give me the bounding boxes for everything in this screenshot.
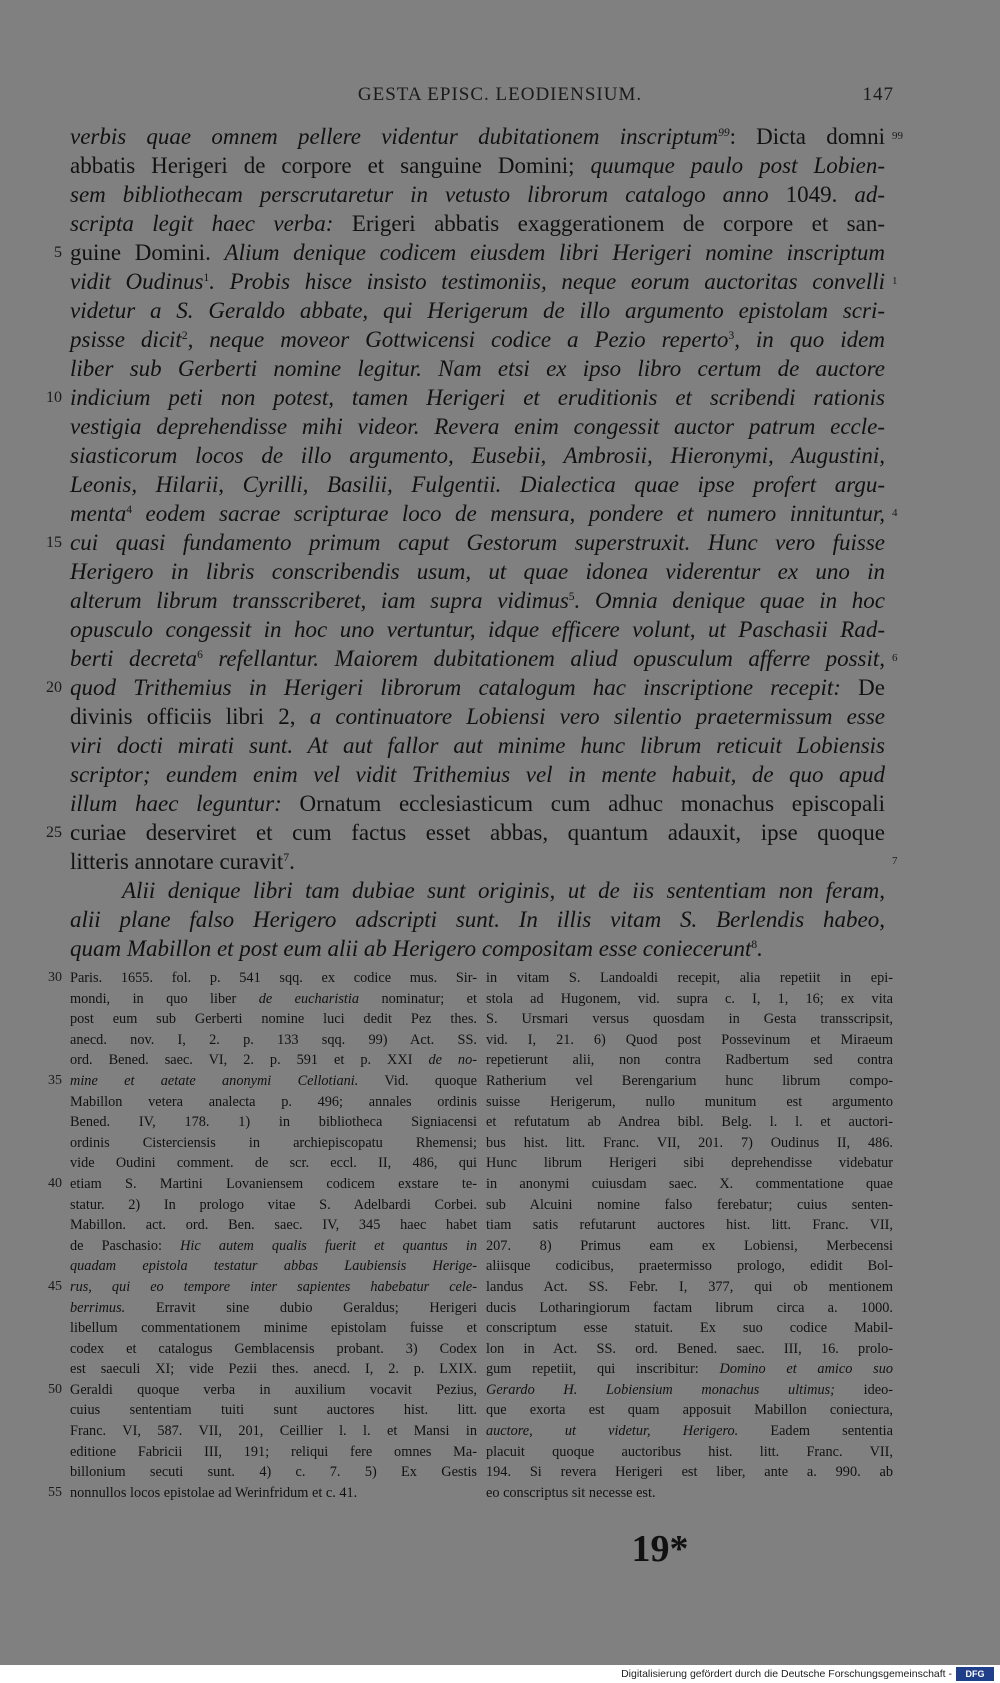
footnote-line bbox=[486, 1215, 893, 1236]
text-segment: lon in Act. SS. ord. Bened. saec. III, 16. prolo- bbox=[486, 1340, 893, 1357]
text-segment: tiam satis refutarunt auctores hist. litt. Franc. VII, bbox=[486, 1217, 893, 1234]
text-segment: de no- bbox=[428, 1052, 477, 1069]
footnotes-left-column bbox=[70, 968, 477, 1503]
text-line bbox=[70, 470, 885, 499]
footnote-reference: 3 bbox=[728, 329, 735, 342]
text-segment: Mabillon vetera analecta p. 496; annales ordinis bbox=[70, 1093, 477, 1110]
footnote-reference: 7 bbox=[283, 851, 290, 864]
footnote-reference: 99 bbox=[718, 126, 730, 139]
text-line bbox=[70, 934, 885, 963]
text-line bbox=[70, 354, 885, 383]
text-segment: anecd. nov. I, 2. p. 133 sqq. 99) Act. SS. bbox=[70, 1031, 477, 1048]
footnote-line bbox=[70, 1050, 477, 1071]
text-segment: vid. I, 21. 6) Quod post Possevinum et Miraeum bbox=[486, 1031, 893, 1048]
footnote-line bbox=[486, 1462, 893, 1483]
line-number: 20 bbox=[46, 679, 62, 696]
text-segment: 194. Si revera Herigeri est liber, ante a. 990. ab bbox=[486, 1464, 893, 1481]
footnote-reference: 1 bbox=[203, 271, 210, 284]
text-line bbox=[70, 818, 885, 847]
text-segment: repetierunt alii, non contra Radbertum sed contra bbox=[486, 1052, 893, 1069]
text-segment: cuius sententiam tuiti sunt auctores hist. litt. bbox=[70, 1402, 477, 1419]
text-segment: . bbox=[757, 936, 763, 961]
footnote-line-number: 50 bbox=[48, 1382, 62, 1397]
text-line bbox=[70, 789, 885, 818]
line-number: 5 bbox=[54, 244, 62, 261]
footnote-line bbox=[486, 1442, 893, 1463]
footnote-line bbox=[70, 1318, 477, 1339]
text-line bbox=[70, 876, 885, 905]
footnote-line bbox=[486, 1339, 893, 1360]
text-segment: 207. 8) Primus eam ex Lobiensi, Merbecensi bbox=[486, 1237, 893, 1254]
text-segment: abbatis Herigeri de corpore et sanguine Domini; bbox=[70, 153, 591, 178]
text-segment: quumque paulo post Lobien- bbox=[590, 153, 885, 178]
text-segment: eo conscriptus sit necesse est. bbox=[486, 1484, 656, 1501]
text-segment: Hunc librum Herigeri sibi deprehendisse videbatur bbox=[486, 1155, 893, 1172]
footnote-reference: 6 bbox=[197, 648, 203, 661]
page-number: 147 bbox=[862, 84, 894, 105]
footnote-line-number: 30 bbox=[48, 970, 62, 985]
footnote-line bbox=[486, 1421, 893, 1442]
footnote-line bbox=[486, 1298, 893, 1319]
text-segment: illum haec leguntur: bbox=[70, 791, 300, 816]
text-segment: ordinis Cisterciensis in archiepiscopatu Rhemensi; bbox=[70, 1134, 477, 1151]
text-segment: indicium peti non potest, tamen Herigeri et eruditionis et scribendi rationis bbox=[70, 385, 885, 410]
text-segment: Domino et amico suo bbox=[719, 1361, 893, 1378]
footnote-line bbox=[70, 968, 477, 989]
text-segment: mondi, in quo liber bbox=[70, 990, 259, 1007]
text-segment: codex et catalogus Gemblacensis probant. 3) Codex bbox=[70, 1340, 477, 1357]
text-segment: berti decreta bbox=[70, 646, 198, 671]
text-segment: Mabillon. act. ord. Ben. saec. IV, 345 haec habet bbox=[70, 1217, 477, 1234]
text-segment: liber sub Gerberti nomine legitur. Nam etsi ex ipso libro certum de auctore bbox=[70, 356, 885, 381]
footnote-line bbox=[486, 1133, 893, 1154]
footnote-line bbox=[486, 1236, 893, 1257]
footnote-line bbox=[70, 1380, 477, 1401]
text-segment: ducis Lotharingiorum factam librum circa a. 1000. bbox=[486, 1299, 893, 1316]
text-segment: 1049. bbox=[785, 182, 838, 207]
footnotes-right-column bbox=[486, 968, 893, 1503]
text-segment: Bened. IV, 178. 1) in bibliotheca Signiacensi bbox=[70, 1114, 477, 1131]
text-segment: scripta legit haec verba: bbox=[70, 211, 352, 236]
footnote-line bbox=[70, 1009, 477, 1030]
footnote-line bbox=[486, 1174, 893, 1195]
text-line bbox=[70, 267, 885, 296]
text-segment: statur. 2) In prologo vitae S. Adelbardi Corbei. bbox=[70, 1196, 477, 1213]
text-segment: videtur a S. Geraldo abbate, qui Herigerum de illo argumento epistolam scri- bbox=[70, 298, 885, 323]
footnote-line bbox=[70, 1400, 477, 1421]
footnote-line bbox=[70, 1483, 477, 1504]
text-segment: alterum librum transscriberet, iam supra vidimus bbox=[70, 588, 569, 613]
footnote-line bbox=[486, 1009, 893, 1030]
text-segment: scriptor; eundem enim vel vidit Trithemius vel in mente habuit, de quo apud bbox=[70, 762, 885, 787]
footnote-line bbox=[486, 1092, 893, 1113]
text-segment: et refutatum ab Andrea bibl. Belg. l. l. et auctori- bbox=[486, 1114, 893, 1131]
text-line bbox=[70, 702, 885, 731]
text-segment: vide Oudini comment. de scr. eccl. II, 486, qui bbox=[70, 1155, 477, 1172]
text-segment: Alii denique libri tam dubiae sunt originis, ut de iis sententiam non feram, bbox=[122, 878, 885, 903]
footnote-line bbox=[70, 1256, 477, 1277]
text-segment: Erigeri abbatis exaggerationem de corpore et san- bbox=[351, 211, 885, 236]
footnote-line bbox=[486, 1112, 893, 1133]
text-segment: rus, qui eo tempore inter sapientes habebatur cele- bbox=[70, 1278, 477, 1295]
text-segment: mine et aetate anonymi Cellotiani. bbox=[70, 1072, 359, 1089]
text-segment: Gerardo H. Lobiensium monachus ultimus; bbox=[486, 1381, 835, 1398]
footnote-line bbox=[70, 1133, 477, 1154]
footnote-line bbox=[486, 989, 893, 1010]
text-line bbox=[70, 122, 885, 151]
footnote-line bbox=[70, 1092, 477, 1113]
text-segment: Ornatum ecclesiasticum cum adhuc monachus episcopali bbox=[299, 791, 885, 816]
text-segment: in vitam S. Landoaldi recepit, alia repetiit in epi- bbox=[486, 970, 893, 986]
signature-mark: 19* bbox=[631, 1528, 689, 1570]
text-segment: alii plane falso Herigero adscripti sunt. In illis vitam S. Berlendis habeo, bbox=[70, 907, 885, 932]
footnote-line bbox=[70, 1195, 477, 1216]
dfg-credit: Digitalisierung gefördert durch die Deutsche Forschungsgemeinschaft - bbox=[621, 1668, 952, 1680]
text-segment: a continuatore Lobiensi vero silentio praetermissum esse bbox=[309, 704, 885, 729]
footnote-line bbox=[486, 1256, 893, 1277]
text-segment: quam Mabillon et post eum alii ab Herigero compositam esse coniecerunt bbox=[70, 936, 752, 961]
text-segment: landus Act. SS. Febr. I, 377, qui ob mentionem bbox=[486, 1278, 893, 1295]
text-segment: cui quasi fundamento primum caput Gestorum superstruxit. Hunc vero fuisse bbox=[70, 530, 885, 555]
text-line bbox=[70, 296, 885, 325]
text-line bbox=[70, 586, 885, 615]
text-segment: nonnullos locos epistolae ad Werinfridum et c. 41. bbox=[70, 1484, 358, 1501]
footnote-line bbox=[70, 1071, 477, 1092]
text-segment: libellum commentationem minime epistolam fuisse et bbox=[70, 1320, 477, 1337]
footnote-line bbox=[70, 1462, 477, 1483]
text-segment: quadam epistola testatur abbas Laubiensis Herige- bbox=[70, 1258, 477, 1275]
text-segment: de eucharistia bbox=[258, 990, 359, 1007]
dfg-logo[interactable]: DFG bbox=[956, 1667, 994, 1681]
text-segment: aliisque codicibus, praetermisso prologo, edidit Bol- bbox=[486, 1258, 893, 1275]
text-segment: litteris annotare curavit bbox=[70, 849, 284, 874]
text-segment: Hic autem qualis fuerit et quantus in bbox=[180, 1237, 478, 1254]
footnote-line bbox=[70, 1359, 477, 1380]
text-segment: . Omnia denique quae in hoc bbox=[574, 588, 885, 613]
text-line bbox=[70, 441, 885, 470]
footnote-line bbox=[70, 1442, 477, 1463]
footnote-line bbox=[70, 1112, 477, 1133]
text-segment: . bbox=[289, 849, 295, 874]
text-segment: , in quo idem bbox=[734, 327, 885, 352]
text-line bbox=[70, 847, 885, 876]
text-segment: sub Alcuini nomine falso ferebatur; cuius senten- bbox=[486, 1196, 893, 1213]
text-segment: . Probis hisce insisto testimoniis, neque eorum auctoritas convelli bbox=[209, 269, 885, 294]
text-segment: : Dicta domni bbox=[729, 124, 885, 149]
text-line bbox=[70, 528, 885, 557]
text-segment: berrimus. bbox=[70, 1299, 126, 1316]
footnote-line bbox=[486, 968, 893, 989]
text-segment: est saeculi XI; vide Pezii thes. anecd. I, 2. p. LXIX. bbox=[70, 1361, 477, 1378]
footnote-line bbox=[70, 1174, 477, 1195]
text-segment: Ratherium vel Berengarium hunc librum compo- bbox=[486, 1072, 893, 1089]
text-segment: suisse Herigerum, nullo munitum est argumento bbox=[486, 1093, 893, 1110]
text-segment: nominatur; et bbox=[359, 990, 477, 1007]
text-line bbox=[70, 238, 885, 267]
text-segment: viri docti mirati sunt. At aut fallor aut minime hunc librum reticuit Lobiensis bbox=[70, 733, 885, 758]
text-line bbox=[70, 209, 885, 238]
text-segment: , neque moveor Gottwicensi codice a Pezio reperto bbox=[187, 327, 729, 352]
text-line bbox=[70, 412, 885, 441]
text-line bbox=[70, 383, 885, 412]
text-segment: Franc. VI, 587. VII, 201, Ceillier l. l. et Mansi in bbox=[70, 1423, 477, 1440]
text-segment: eodem sacrae scripturae loco de mensura, pondere et numero innituntur, bbox=[131, 501, 885, 526]
text-segment: gum repetiit, qui inscribitur: bbox=[486, 1361, 720, 1378]
text-segment: placuit quoque auctoribus hist. litt. Franc. VII, bbox=[486, 1443, 893, 1460]
line-number: 25 bbox=[46, 824, 62, 841]
text-segment: ad- bbox=[837, 182, 885, 207]
footnote-line-number: 35 bbox=[48, 1073, 62, 1088]
margin-marker: 99 bbox=[892, 130, 903, 142]
footnote-line bbox=[70, 1339, 477, 1360]
running-title: GESTA EPISC. LEODIENSIUM. bbox=[357, 84, 643, 105]
text-segment: menta bbox=[70, 501, 127, 526]
footnote-line bbox=[70, 1298, 477, 1319]
text-segment: post eum sub Gerberti nomine luci dedit Pez thes. bbox=[70, 1011, 477, 1028]
margin-marker: 1 bbox=[892, 275, 898, 287]
footnote-line-number: 55 bbox=[48, 1485, 62, 1500]
footnote-line bbox=[70, 1236, 477, 1257]
text-segment: vestigia deprehendisse mihi videor. Revera enim congessit auctor patrum eccle- bbox=[70, 414, 885, 439]
text-segment: Geraldi quoque verba in auxilium vocavit Pezius, bbox=[70, 1381, 477, 1398]
footnote-reference: 8 bbox=[751, 938, 758, 951]
text-segment: conscriptum esse statuit. Ex suo codice Mabil- bbox=[486, 1320, 893, 1337]
footnote-line-number: 45 bbox=[48, 1279, 62, 1294]
text-segment: ord. Bened. saec. VI, 2. p. 591 et p. XXI bbox=[70, 1052, 429, 1069]
text-line bbox=[70, 180, 885, 209]
footnote-line bbox=[70, 1215, 477, 1236]
text-segment: auctore, ut videtur, Herigero. bbox=[486, 1423, 739, 1440]
text-segment: Vid. quoque bbox=[358, 1072, 478, 1089]
text-line bbox=[70, 499, 885, 528]
footnote-line bbox=[486, 1030, 893, 1051]
text-segment: stola ad Hugonem, vid. supra c. I, 1, 16; ex vita bbox=[486, 990, 893, 1007]
footnote-line bbox=[486, 1277, 893, 1298]
margin-marker: 4 bbox=[892, 507, 898, 519]
text-segment: bus hist. litt. Franc. VII, 201. 7) Oudinus II, 486. bbox=[486, 1134, 893, 1151]
text-segment: guine Domini. bbox=[70, 240, 225, 265]
text-segment: refellantur. Maiorem dubitationem aliud opusculum afferre possit, bbox=[202, 646, 885, 671]
footnote-line bbox=[486, 1318, 893, 1339]
footnote-line bbox=[486, 1195, 893, 1216]
margin-marker: 7 bbox=[892, 855, 898, 867]
footnote-line bbox=[70, 989, 477, 1010]
text-line bbox=[70, 151, 885, 180]
footnote-line bbox=[70, 1277, 477, 1298]
text-segment: vidit Oudinus bbox=[70, 269, 204, 294]
line-number: 15 bbox=[46, 534, 62, 551]
footnote-reference: 4 bbox=[126, 503, 132, 516]
text-segment: verbis quae omnem pellere videntur dubitationem inscriptum bbox=[70, 124, 719, 149]
text-line bbox=[70, 731, 885, 760]
text-line bbox=[70, 760, 885, 789]
text-segment: siasticorum locos de illo argumento, Eusebii, Ambrosii, Hieronymi, Augustini, bbox=[70, 443, 885, 468]
footnote-line bbox=[486, 1071, 893, 1092]
footnote-line bbox=[486, 1153, 893, 1174]
text-segment: psisse dicit bbox=[70, 327, 182, 352]
text-segment: de Paschasio: bbox=[70, 1237, 181, 1254]
footnote-reference: 2 bbox=[181, 329, 188, 342]
footnote-reference: 5 bbox=[568, 590, 575, 603]
text-line bbox=[70, 615, 885, 644]
text-line bbox=[70, 905, 885, 934]
text-segment: billonium secuti sunt. 4) c. 7. 5) Ex Gestis bbox=[70, 1464, 477, 1481]
text-segment: sem bibliothecam perscrutaretur in vetusto librorum catalogo anno bbox=[70, 182, 786, 207]
footnote-line bbox=[486, 1400, 893, 1421]
text-segment: S. Ursmari versus quosdam in Gesta transscripsit, bbox=[486, 1011, 893, 1028]
text-segment: Alium denique codicem eiusdem libri Herigeri nomine inscriptum bbox=[224, 240, 885, 265]
text-segment: etiam S. Martini Lovaniensem codicem exstare te- bbox=[70, 1175, 477, 1192]
text-segment: ideo- bbox=[834, 1381, 893, 1398]
footnote-line bbox=[70, 1030, 477, 1051]
footnote-line bbox=[70, 1421, 477, 1442]
text-segment: opusculo congessit in hoc uno vertuntur, idque efficere volunt, ut Paschasii Rad- bbox=[70, 617, 885, 642]
footnote-line bbox=[486, 1380, 893, 1401]
text-line bbox=[70, 644, 885, 673]
footnote-line bbox=[486, 1483, 893, 1504]
main-text-body bbox=[70, 122, 885, 963]
text-segment: quod Trithemius in Herigeri librorum catalogum hac inscriptione recepit: bbox=[70, 675, 859, 700]
footnote-line bbox=[486, 1359, 893, 1380]
footnote-line-number: 40 bbox=[48, 1176, 62, 1191]
text-segment: in anonymi cuiusdam saec. X. commentatione quae bbox=[486, 1175, 893, 1192]
text-segment: De bbox=[858, 675, 885, 700]
line-number: 10 bbox=[46, 389, 62, 406]
text-segment: Paris. 1655. fol. p. 541 sqq. ex codice mus. Sir- bbox=[70, 970, 477, 986]
text-segment: divinis officiis libri 2, bbox=[70, 704, 310, 729]
margin-marker: 6 bbox=[892, 652, 898, 664]
footnote-line bbox=[486, 1050, 893, 1071]
text-segment: que exorta est quam apposuit Mabillon coniectura, bbox=[486, 1402, 893, 1419]
footnote-line bbox=[70, 1153, 477, 1174]
text-segment: Eadem sententia bbox=[738, 1423, 893, 1440]
text-line bbox=[70, 673, 885, 702]
text-segment: editione Fabricii III, 191; reliqui fere omnes Ma- bbox=[70, 1443, 477, 1460]
text-segment: Leonis, Hilarii, Cyrilli, Basilii, Fulgentii. Dialectica quae ipse profert argu- bbox=[70, 472, 885, 497]
text-line bbox=[70, 557, 885, 586]
text-segment: curiae deserviret et cum factus esset abbas, quantum adauxit, ipse quoque bbox=[70, 820, 885, 845]
text-line bbox=[70, 325, 885, 354]
text-segment: Herigero in libris conscribendis usum, ut quae idonea viderentur ex uno in bbox=[70, 559, 885, 584]
text-segment: Erravit sine dubio Geraldus; Herigeri bbox=[125, 1299, 477, 1316]
